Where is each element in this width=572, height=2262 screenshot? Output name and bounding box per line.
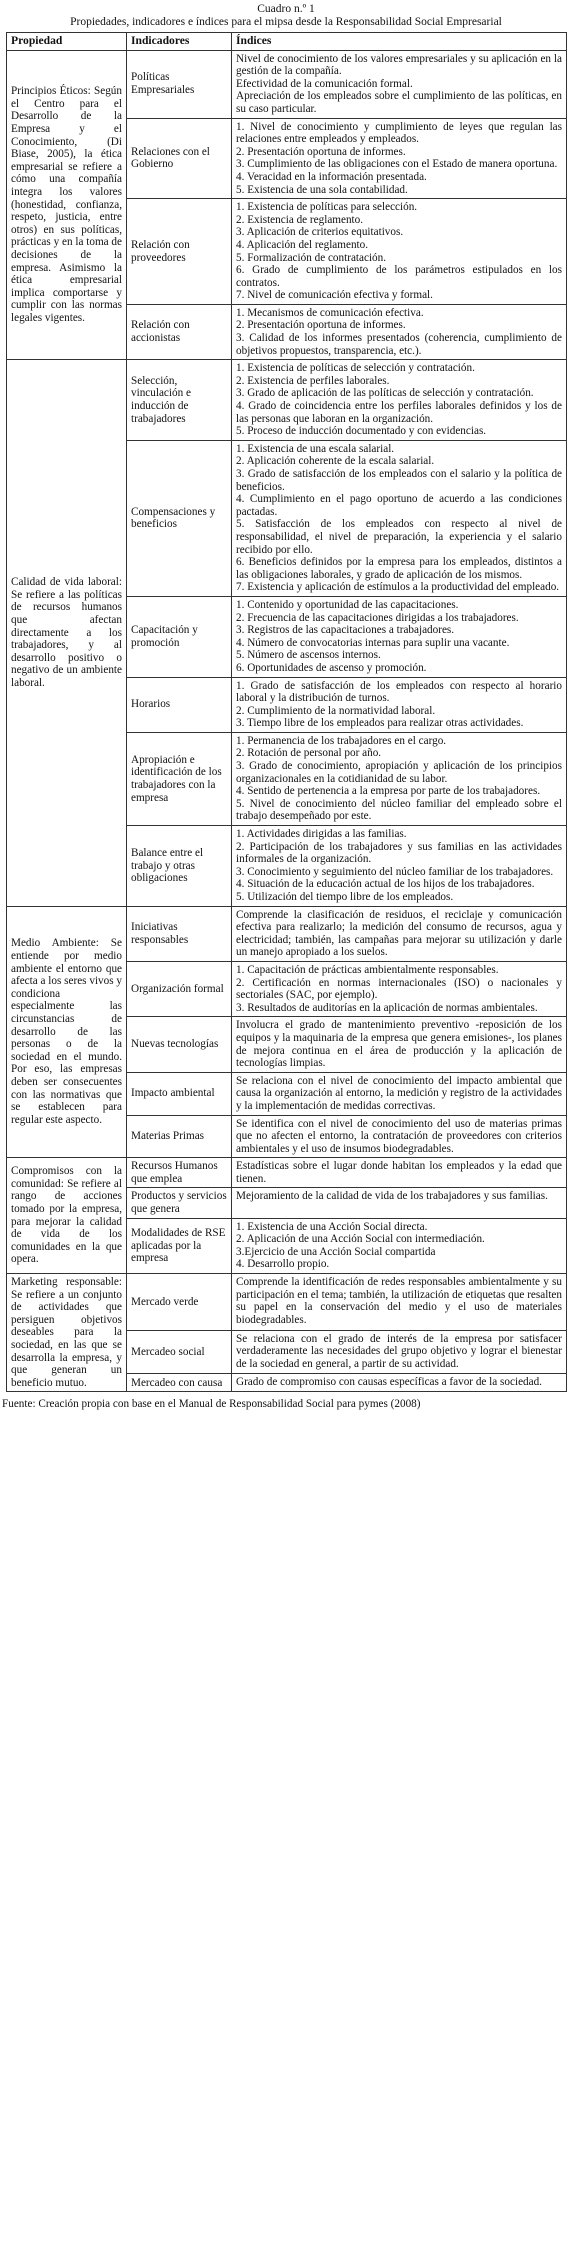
index-item: Grado de compromiso con causas específicas a favor de la sociedad.: [236, 1376, 542, 1389]
table-row: [7, 1158, 567, 1188]
index-item: 7. Nivel de comunicación efectiva y formal.: [236, 289, 433, 302]
index-item: Comprende la clasificación de residuos, el reciclaje y comunicación efectiva para realizarlo; la medición del consumo de recursos, agua y electricidad; también, las campañas para mejorar su utilización y darle un manejo apropiado a los suelos.: [236, 908, 562, 959]
indices-cell: [232, 1218, 567, 1273]
index-item: 5. Proceso de inducción documentado y con evidencias.: [236, 425, 487, 438]
indices-cell: [232, 1374, 567, 1392]
table-row: [7, 1274, 567, 1331]
table-body: [7, 50, 567, 1392]
index-item: 2. Certificación en normas internacionales (ISO) o nacionales y sectoriales (SAC, por ejemplo).: [236, 976, 562, 1002]
index-item: Se identifica con el nivel de conocimiento del uso de materias primas que no afecten el entorno, la contratación de proveedores con criterios ambientales y el uso de insumos biodegradables.: [236, 1117, 562, 1155]
header-indices: Índices: [232, 33, 567, 51]
index-item: 3. Aplicación de criterios equitativos.: [236, 226, 404, 239]
indicador-cell: Nuevas tecnologías: [127, 1017, 232, 1072]
index-item: 2. Rotación de personal por año.: [236, 747, 382, 760]
index-item: 3. Grado de aplicación de las políticas de selección y contratación.: [236, 387, 534, 400]
indices-cell: [232, 1188, 567, 1218]
index-item: 1. Capacitación de prácticas ambientalmente responsables.: [236, 963, 499, 976]
propiedad-cell: Calidad de vida laboral: Se refiere a las políticas de recursos humanos que afectan directamente a los trabajadores, y al desarrollo positivo o negativo de un ambiente laboral.: [7, 360, 127, 906]
index-item: 3. Conocimiento y seguimiento del núcleo familiar de los trabajadores.: [236, 865, 554, 878]
propiedad-cell: Medio Ambiente: Se entiende por medio ambiente el entorno que afecta a los seres vivos y condiciona especialmente las circunstancias de desarrollo de las personas o de la sociedad en el mundo. Por eso, las empresas deben ser consecuentes con las normativas que se establecen para regular este aspecto.: [7, 906, 127, 1158]
index-item: 4. Número de convocatorias internas para suplir una vacante.: [236, 636, 510, 649]
index-item: 2. Aplicación de una Acción Social con intermediación.: [236, 1233, 485, 1246]
index-item: 5. Nivel de conocimiento del núcleo familiar del empleado sobre el trabajo desempeñado por este.: [236, 797, 562, 823]
index-item: 6. Beneficios definidos por la empresa para los empleados, distintos a las obligaciones laborales, y grado de aplicación de los mismos.: [236, 556, 562, 581]
index-item: 4. Situación de la educación actual de los hijos de los trabajadores.: [236, 878, 535, 891]
index-item: 5. Existencia de una sola contabilidad.: [236, 183, 408, 196]
indicador-cell: Organización formal: [127, 961, 232, 1016]
propiedad-cell: Principios Éticos: Según el Centro para el Desarrollo de la Empresa y el Conocimiento, (Di Biase, 2005), la ética empresarial se refiere a cómo una compañía integra los valores (honestidad, confianza, respeto, justicia, entre otros) en sus políticas, prácticas y en la toma de decisiones de la empresa. Asimismo la ética empresarial implica comportarse y cumplir con las normas legales vigentes.: [7, 50, 127, 360]
index-item: Mejoramiento de la calidad de vida de los trabajadores y sus familias.: [236, 1190, 548, 1203]
index-item: 3. Grado de conocimiento, apropiación y aplicación de los principios organizacionales en la cotidianidad de su labor.: [236, 760, 562, 785]
index-item: 1. Contenido y oportunidad de las capacitaciones.: [236, 598, 459, 611]
index-item: Se relaciona con el grado de interés de la empresa por satisfacer verdaderamente las necesidades del grupo objetivo y lograr el bienestar de la sociedad en general, a partir de su actividad.: [236, 1332, 562, 1370]
indices-cell: [232, 961, 567, 1016]
indicador-cell: Relación con accionistas: [127, 304, 232, 359]
indicador-cell: Horarios: [127, 677, 232, 732]
index-item: Apreciación de los empleados sobre el cumplimiento de las políticas, en su caso particular.: [236, 90, 562, 115]
index-item: 2. Cumplimiento de la normatividad laboral.: [236, 704, 436, 717]
indices-cell: [232, 118, 567, 199]
table-row: [7, 906, 567, 961]
indicador-cell: Recursos Humanos que emplea: [127, 1158, 232, 1188]
indicador-cell: Mercadeo con causa: [127, 1374, 232, 1392]
index-item: 2. Presentación oportuna de informes.: [236, 319, 406, 332]
index-item: Se relaciona con el nivel de conocimiento del impacto ambiental que causa la organización al entorno, la medición y registro de la actividades y la implementación de medidas correctivas.: [236, 1074, 562, 1112]
indices-cell: [232, 596, 567, 677]
table-row: [7, 360, 567, 441]
propiedad-cell: Marketing responsable: Se refiere a un conjunto de actividades que persiguen objetivos deseables para la sociedad, en las que se desarrolla la empresa, y que generan un beneficio mutuo.: [7, 1274, 127, 1392]
index-item: 2. Presentación oportuna de informes.: [236, 145, 406, 158]
indicador-cell: Mercadeo social: [127, 1330, 232, 1374]
header-propiedad: Propiedad: [7, 33, 127, 51]
index-item: 7. Existencia y aplicación de estímulos a la productividad del empleado.: [236, 581, 560, 594]
index-item: 4. Sentido de pertenencia a la empresa por parte de los trabajadores.: [236, 785, 541, 798]
indicador-cell: Materias Primas: [127, 1115, 232, 1158]
index-item: 3. Tiempo libre de los empleados para realizar otras actividades.: [236, 717, 524, 730]
header-indicadores: Indicadores: [127, 33, 232, 51]
index-item: 5. Número de ascensos internos.: [236, 649, 381, 662]
properties-table: [6, 32, 567, 1392]
indices-cell: [232, 732, 567, 825]
indicador-cell: Modalidades de RSE aplicadas por la empresa: [127, 1218, 232, 1273]
index-item: Estadísticas sobre el lugar donde habitan los empleados y la edad que tienen.: [236, 1160, 562, 1185]
indices-cell: [232, 50, 567, 118]
table-header-row: [7, 33, 567, 51]
index-item: 1. Permanencia de los trabajadores en el cargo.: [236, 734, 447, 747]
indicador-cell: Relaciones con el Gobierno: [127, 118, 232, 199]
index-item: 2. Existencia de perfiles laborales.: [236, 374, 390, 387]
index-item: 4. Grado de coincidencia entre los perfiles laborales definidos y los de las personas que laboran en la organización.: [236, 400, 562, 425]
index-item: Comprende la identificación de redes responsables ambientalmente y su participación en el tema; también, la utilización de etiquetas que resalten su papel en la conservación del medio y el uso de materiales biodegradables.: [236, 1276, 562, 1326]
indicador-cell: Iniciativas responsables: [127, 906, 232, 961]
index-item: 5. Utilización del tiempo libre de los empleados.: [236, 891, 454, 903]
indicador-cell: Capacitación y promoción: [127, 596, 232, 677]
index-item: 6. Oportunidades de ascenso y promoción.: [236, 661, 427, 674]
caption-title: Propiedades, indicadores e índices para el mipsa desde la Responsabilidad Social Empresarial: [70, 16, 502, 28]
indices-cell: [232, 199, 567, 305]
indices-cell: [232, 1072, 567, 1115]
index-item: 2. Participación de los trabajadores y sus familias en las actividades informales de la organización.: [236, 840, 562, 866]
index-item: 3. Cumplimiento de las obligaciones con el Estado de manera oportuna.: [236, 158, 558, 171]
indicador-cell: Impacto ambiental: [127, 1072, 232, 1115]
index-item: 6. Grado de cumplimiento de los parámetros estipulados en los contratos.: [236, 264, 562, 289]
index-item: 4. Desarrollo propio.: [236, 1258, 330, 1271]
index-item: 3. Registros de las capacitaciones a trabajadores.: [236, 624, 455, 637]
indicador-cell: Compensaciones y beneficios: [127, 440, 232, 596]
indicador-cell: Selección, vinculación e inducción de trabajadores: [127, 360, 232, 441]
indices-cell: [232, 1158, 567, 1188]
index-item: 1. Mecanismos de comunicación efectiva.: [236, 306, 424, 319]
indices-cell: [232, 1115, 567, 1158]
indices-cell: [232, 826, 567, 907]
caption-number: Cuadro n.º 1: [257, 3, 315, 15]
indicador-cell: Balance entre el trabajo y otras obligaciones: [127, 826, 232, 907]
index-item: 1. Actividades dirigidas a las familias.: [236, 828, 407, 841]
index-item: 2. Existencia de reglamento.: [236, 213, 364, 226]
index-item: 3. Calidad de los informes presentados (coherencia, cumplimiento de objetivos propuestos, transparencia, etc.).: [236, 332, 562, 357]
index-item: Involucra el grado de mantenimiento preventivo -reposición de los equipos y la maquinaria de la empresa que genera emisiones-, los planes de mejora continua en el área de producción y la aplicación de tecnologías limpias.: [236, 1019, 562, 1070]
indicador-cell: Productos y servicios que genera: [127, 1188, 232, 1218]
index-item: 4. Veracidad en la información presentada.: [236, 170, 427, 183]
indices-cell: [232, 906, 567, 961]
index-item: Nivel de conocimiento de los valores empresariales y su aplicación en la gestión de la compañía.: [236, 52, 562, 78]
indicador-cell: Relación con proveedores: [127, 199, 232, 305]
index-item: 4. Aplicación del reglamento.: [236, 238, 369, 251]
indices-cell: [232, 440, 567, 596]
indicador-cell: Mercado verde: [127, 1274, 232, 1331]
document-page: [2, 0, 566, 1411]
source-note: Fuente: Creación propia con base en el Manual de Responsabilidad Social para pymes (2008): [2, 1398, 421, 1411]
index-item: 3. Grado de satisfacción de los empleados con el salario y la política de beneficios.: [236, 468, 562, 493]
index-item: 4. Cumplimiento en el pago oportuno de acuerdo a las condiciones pactadas.: [236, 493, 562, 518]
index-item: 1. Grado de satisfacción de los empleados con respecto al horario laboral y la distribución de turnos.: [236, 679, 562, 705]
index-item: 1. Existencia de políticas para selección.: [236, 201, 418, 214]
index-item: 3. Resultados de auditorías en la aplicación de normas ambientales.: [236, 1001, 538, 1014]
propiedad-cell: Compromisos con la comunidad: Se refiere al rango de acciones tomado por la empresa, para mejorar la calidad de vida de los comunidades en la que opera.: [7, 1158, 127, 1274]
index-item: 2. Aplicación coherente de la escala salarial.: [236, 455, 435, 468]
indicador-cell: Políticas Empresariales: [127, 50, 232, 118]
index-item: 3.Ejercicio de una Acción Social compartida: [236, 1245, 436, 1258]
index-item: 1. Existencia de políticas de selección y contratación.: [236, 362, 475, 375]
index-item: 1. Existencia de una Acción Social directa.: [236, 1220, 428, 1233]
index-item: 5. Formalización de contratación.: [236, 251, 387, 264]
indices-cell: [232, 360, 567, 441]
index-item: 5. Satisfacción de los empleados con respecto al nivel de responsabilidad, el nivel de preparación, la experiencia y el salario recibido por ello.: [236, 518, 562, 556]
indices-cell: [232, 1017, 567, 1072]
index-item: 1. Nivel de conocimiento y cumplimiento de leyes que regulan las relaciones entre empleados y empleados.: [236, 120, 562, 146]
table-row: [7, 50, 567, 118]
index-item: 2. Frecuencia de las capacitaciones dirigidas a los trabajadores.: [236, 611, 519, 624]
indices-cell: [232, 1274, 567, 1331]
index-item: 1. Existencia de una escala salarial.: [236, 442, 395, 455]
indices-cell: [232, 677, 567, 732]
indices-cell: [232, 1330, 567, 1374]
index-item: Efectividad de la comunicación formal.: [236, 77, 413, 90]
indicador-cell: Apropiación e identificación de los trabajadores con la empresa: [127, 732, 232, 825]
indices-cell: [232, 304, 567, 359]
